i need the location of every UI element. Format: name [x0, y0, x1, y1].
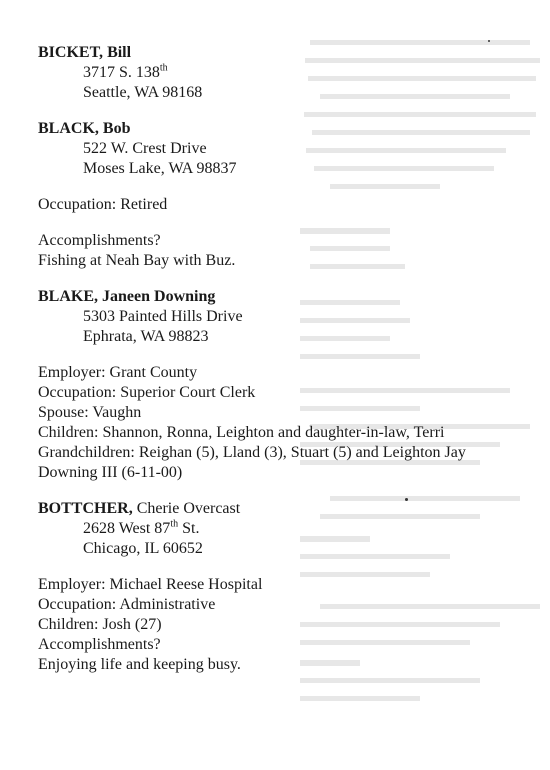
entry-name [38, 287, 538, 307]
occupation-line: Occupation: Retired [38, 196, 168, 213]
grandchildren-line: Grandchildren: Reighan (5), Lland (3), Stuart (5) and Leighton Jay [38, 444, 466, 461]
entry-given-name: Bob [102, 120, 131, 137]
occupation-line: Occupation: Administrative [38, 596, 216, 613]
entry-accomplishments [38, 231, 538, 271]
scan-speck [488, 40, 490, 42]
spouse-line: Spouse: Vaughn [38, 404, 142, 421]
accomplishments-label: Accomplishments? [38, 232, 161, 249]
entry-address [83, 307, 538, 347]
entry-blake [38, 287, 538, 483]
entry-surname: BOTTCHER, [38, 500, 133, 517]
entry-details [38, 363, 538, 483]
accomplishments-text: Fishing at Neah Bay with Buz. [38, 252, 236, 269]
employer-line: Employer: Michael Reese Hospital [38, 576, 263, 593]
entry-bottcher [38, 499, 538, 675]
entry-surname: BICKET, [38, 44, 104, 61]
children-line: Children: Josh (27) [38, 616, 162, 633]
occupation-line: Occupation: Superior Court Clerk [38, 384, 256, 401]
entry-name [38, 499, 538, 519]
entry-given-name: Cherie Overcast [136, 500, 241, 517]
entry-address [83, 63, 538, 103]
address-street: 522 W. Crest Drive [83, 140, 207, 157]
scan-speck [405, 498, 408, 501]
directory-listing [38, 43, 538, 691]
entry-name [38, 43, 538, 63]
address-street: 5303 Painted Hills Drive [83, 308, 243, 325]
entry-black [38, 119, 538, 271]
entry-given-name: Bill [107, 44, 132, 61]
address-street: 2628 West 87th St. [83, 518, 200, 537]
address-city: Moses Lake, WA 98837 [83, 160, 237, 177]
entry-surname: BLACK, [38, 120, 99, 137]
children-line: Children: Shannon, Ronna, Leighton and daughter-in-law, Terri [38, 424, 445, 441]
employer-line: Employer: Grant County [38, 364, 198, 381]
entry-surname: BLAKE, [38, 288, 99, 305]
entry-address [83, 139, 538, 179]
entry-name [38, 119, 538, 139]
grandchildren-line-continued: Downing III (6-11-00) [38, 464, 183, 481]
accomplishments-text: Enjoying life and keeping busy. [38, 656, 241, 673]
entry-given-name: Janeen Downing [102, 288, 216, 305]
accomplishments-label: Accomplishments? [38, 636, 161, 653]
address-city: Ephrata, WA 98823 [83, 328, 209, 345]
address-city: Seattle, WA 98168 [83, 84, 203, 101]
entry-bicket [38, 43, 538, 103]
entry-details [38, 195, 538, 215]
address-city: Chicago, IL 60652 [83, 540, 203, 557]
entry-address [83, 519, 538, 559]
address-street: 3717 S. 138th [83, 62, 168, 81]
entry-details [38, 575, 538, 675]
